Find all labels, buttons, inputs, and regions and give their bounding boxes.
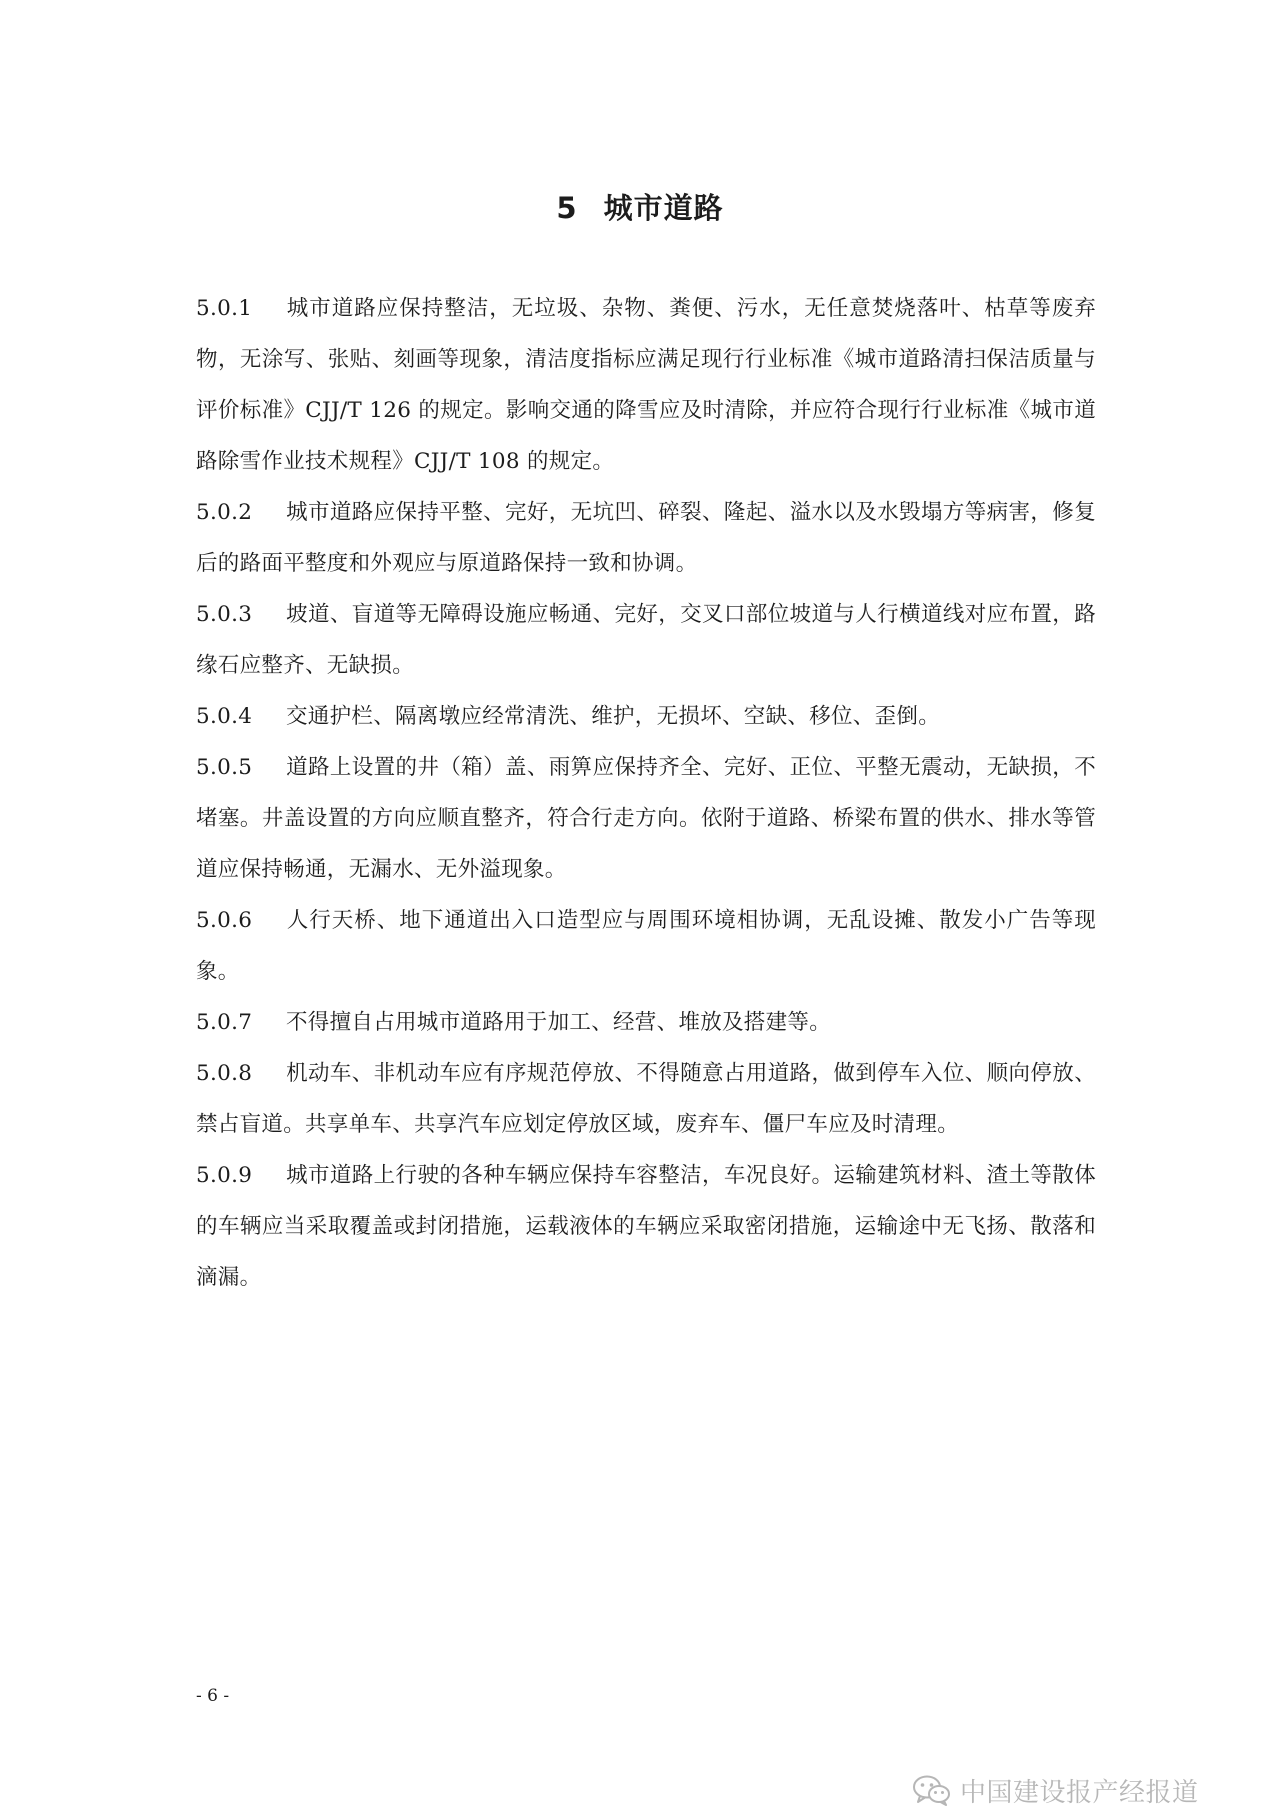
section-title: 城市道路: [603, 191, 724, 225]
clause-number: 5.0.9: [196, 1163, 253, 1188]
wechat-icon: [912, 1774, 952, 1806]
clause-text: 人行天桥、地下通道出入口造型应与周围环境相协调，无乱设摊、散发小广告等现象。: [196, 908, 1096, 984]
clause: [196, 895, 1096, 997]
clause-number: 5.0.4: [196, 704, 253, 729]
clause: [196, 487, 1096, 589]
clause-text: 城市道路应保持平整、完好，无坑凹、碎裂、隆起、溢水以及水毁塌方等病害，修复后的路面平整度和外观应与原道路保持一致和协调。: [196, 500, 1096, 576]
clause: [196, 1048, 1096, 1150]
clause: [196, 589, 1096, 691]
clause: [196, 691, 1096, 742]
clause-text: 交通护栏、隔离墩应经常清洗、维护，无损坏、空缺、移位、歪倒。: [286, 704, 941, 729]
clause-number: 5.0.2: [196, 500, 253, 525]
clause-text: 城市道路应保持整洁，无垃圾、杂物、粪便、污水，无任意焚烧落叶、枯草等废弃物，无涂写、张贴、刻画等现象，清洁度指标应满足现行行业标准《城市道路清扫保洁质量与评价标准》CJJ/T 126 的规定。影响交通的降雪应及时清除，并应符合现行行业标准《城市道路除雪作业技术规程》CJJ/T 108 的规定。: [196, 296, 1096, 474]
clause-list: [196, 283, 1096, 1303]
clause-number: 5.0.1: [196, 296, 253, 321]
clause-number: 5.0.5: [196, 755, 253, 780]
clause-number: 5.0.8: [196, 1061, 253, 1086]
clause-text: 坡道、盲道等无障碍设施应畅通、完好，交叉口部位坡道与人行横道线对应布置，路缘石应整齐、无缺损。: [196, 602, 1096, 678]
clause-number: 5.0.7: [196, 1010, 253, 1035]
watermark-text: 中国建设报产经报道: [960, 1777, 1199, 1808]
section-number: 5: [556, 191, 578, 225]
clause-text: 机动车、非机动车应有序规范停放、不得随意占用道路，做到停车入位、顺向停放、禁占盲道。共享单车、共享汽车应划定停放区域，废弃车、僵尸车应及时清理。: [196, 1061, 1096, 1137]
clause-number: 5.0.3: [196, 602, 253, 627]
clause: [196, 1150, 1096, 1303]
page-number: - 6 -: [196, 1686, 230, 1706]
clause-text: 道路上设置的井（箱）盖、雨箅应保持齐全、完好、正位、平整无震动，无缺损，不堵塞。井盖设置的方向应顺直整齐，符合行走方向。依附于道路、桥梁布置的供水、排水等管道应保持畅通，无漏水、无外溢现象。: [196, 755, 1096, 882]
clause: [196, 997, 1096, 1048]
watermark: [912, 1770, 1199, 1810]
page-title: [0, 186, 1280, 227]
clause-number: 5.0.6: [196, 908, 253, 933]
clause-text: 城市道路上行驶的各种车辆应保持车容整洁，车况良好。运输建筑材料、渣土等散体的车辆应当采取覆盖或封闭措施，运载液体的车辆应采取密闭措施，运输途中无飞扬、散落和滴漏。: [196, 1163, 1096, 1290]
clause-text: 不得擅自占用城市道路用于加工、经营、堆放及搭建等。: [286, 1010, 832, 1035]
clause: [196, 742, 1096, 895]
clause: [196, 283, 1096, 487]
